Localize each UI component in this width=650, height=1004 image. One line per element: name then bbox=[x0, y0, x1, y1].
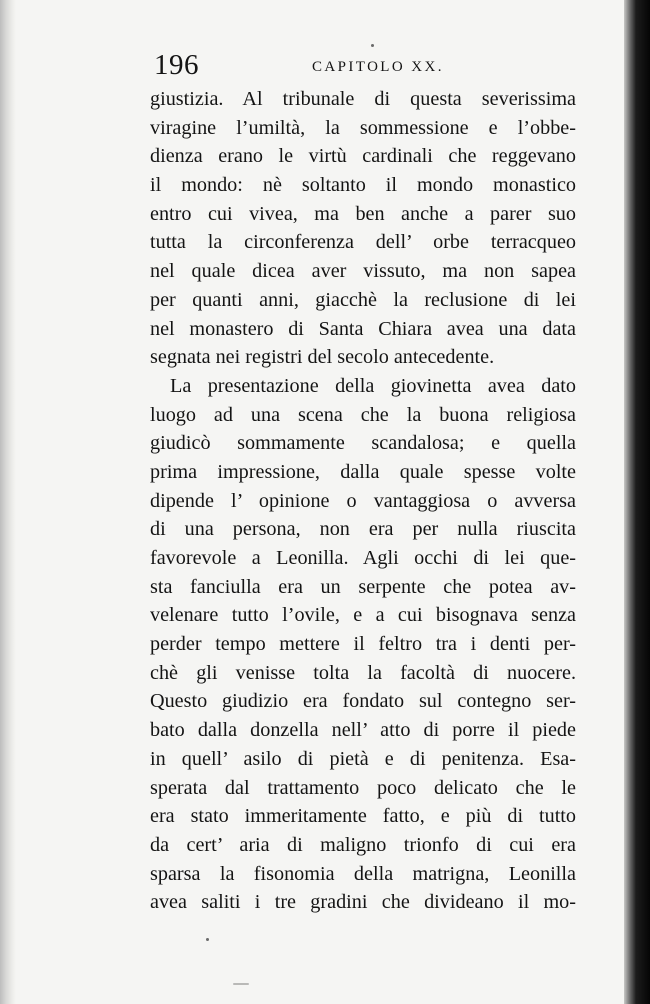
text-line: il mondo: nè soltanto il mondo monastico bbox=[150, 174, 576, 197]
text-line: da cert’ aria di maligno trionfo di cui era bbox=[150, 833, 576, 856]
page-left-edge bbox=[0, 0, 16, 1004]
text-line: avea saliti i tre gradini che divideano il mo- bbox=[150, 891, 576, 914]
paper-speck bbox=[371, 44, 374, 47]
text-line: La presentazione della giovinetta avea dato bbox=[170, 374, 576, 397]
page-text bbox=[150, 85, 576, 917]
text-line: prima impressione, dalla quale spesse volte bbox=[150, 460, 576, 483]
text-line: dipende l’ opinione o vantaggiosa o avversa bbox=[150, 489, 576, 512]
text-line: dienza erano le virtù cardinali che reggevano bbox=[150, 145, 576, 168]
text-line: entro cui vivea, ma ben anche a parer suo bbox=[150, 202, 576, 225]
paragraph bbox=[150, 372, 576, 917]
running-head: CAPITOLO XX. bbox=[312, 59, 444, 75]
text-line: chè gli venisse tolta la facoltà di nuocere. bbox=[150, 661, 576, 684]
text-line: in quell’ asilo di pietà e di penitenza. Esa- bbox=[150, 747, 576, 770]
text-line: nel monastero di Santa Chiara avea una data bbox=[150, 317, 576, 340]
paragraph bbox=[150, 85, 576, 372]
text-line: di una persona, non era per nulla riuscita bbox=[150, 518, 576, 541]
text-line: sta fanciulla era un serpente che potea av- bbox=[150, 575, 576, 598]
text-line: bato dalla donzella nell’ atto di porre il piede bbox=[150, 719, 576, 742]
page-number: 196 bbox=[154, 49, 199, 81]
text-line: nel quale dicea aver vissuto, ma non sapea bbox=[150, 260, 576, 283]
text-line: giustizia. Al tribunale di questa severissima bbox=[150, 88, 576, 110]
page-header bbox=[150, 47, 590, 83]
text-line: Questo giudizio era fondato sul contegno ser- bbox=[150, 690, 576, 713]
text-line: sparsa la fisonomia della matrigna, Leonilla bbox=[150, 862, 576, 885]
text-line: perder tempo mettere il feltro tra i denti per- bbox=[150, 633, 576, 656]
paper-speck bbox=[233, 983, 249, 985]
text-line: tutta la circonferenza dell’ orbe terracqueo bbox=[150, 231, 576, 254]
text-line: segnata nei registri del secolo antecedente. bbox=[150, 346, 495, 369]
text-line: era stato immeritamente fatto, e più di tutto bbox=[150, 805, 576, 828]
book-gutter-shadow bbox=[624, 0, 650, 1004]
text-line: velenare tutto l’ovile, e a cui bisognava senza bbox=[150, 604, 576, 627]
text-line: per quanti anni, giacchè la reclusione di lei bbox=[150, 288, 576, 311]
text-line: luogo ad una scena che la buona religiosa bbox=[150, 403, 576, 426]
paper-speck bbox=[206, 938, 209, 941]
text-line: favorevole a Leonilla. Agli occhi di lei que- bbox=[150, 547, 576, 569]
text-line: giudicò sommamente scandalosa; e quella bbox=[150, 432, 576, 455]
text-line: viragine l’umiltà, la sommessione e l’obbe- bbox=[150, 116, 576, 139]
text-line: sperata dal trattamento poco delicato che le bbox=[150, 776, 576, 799]
